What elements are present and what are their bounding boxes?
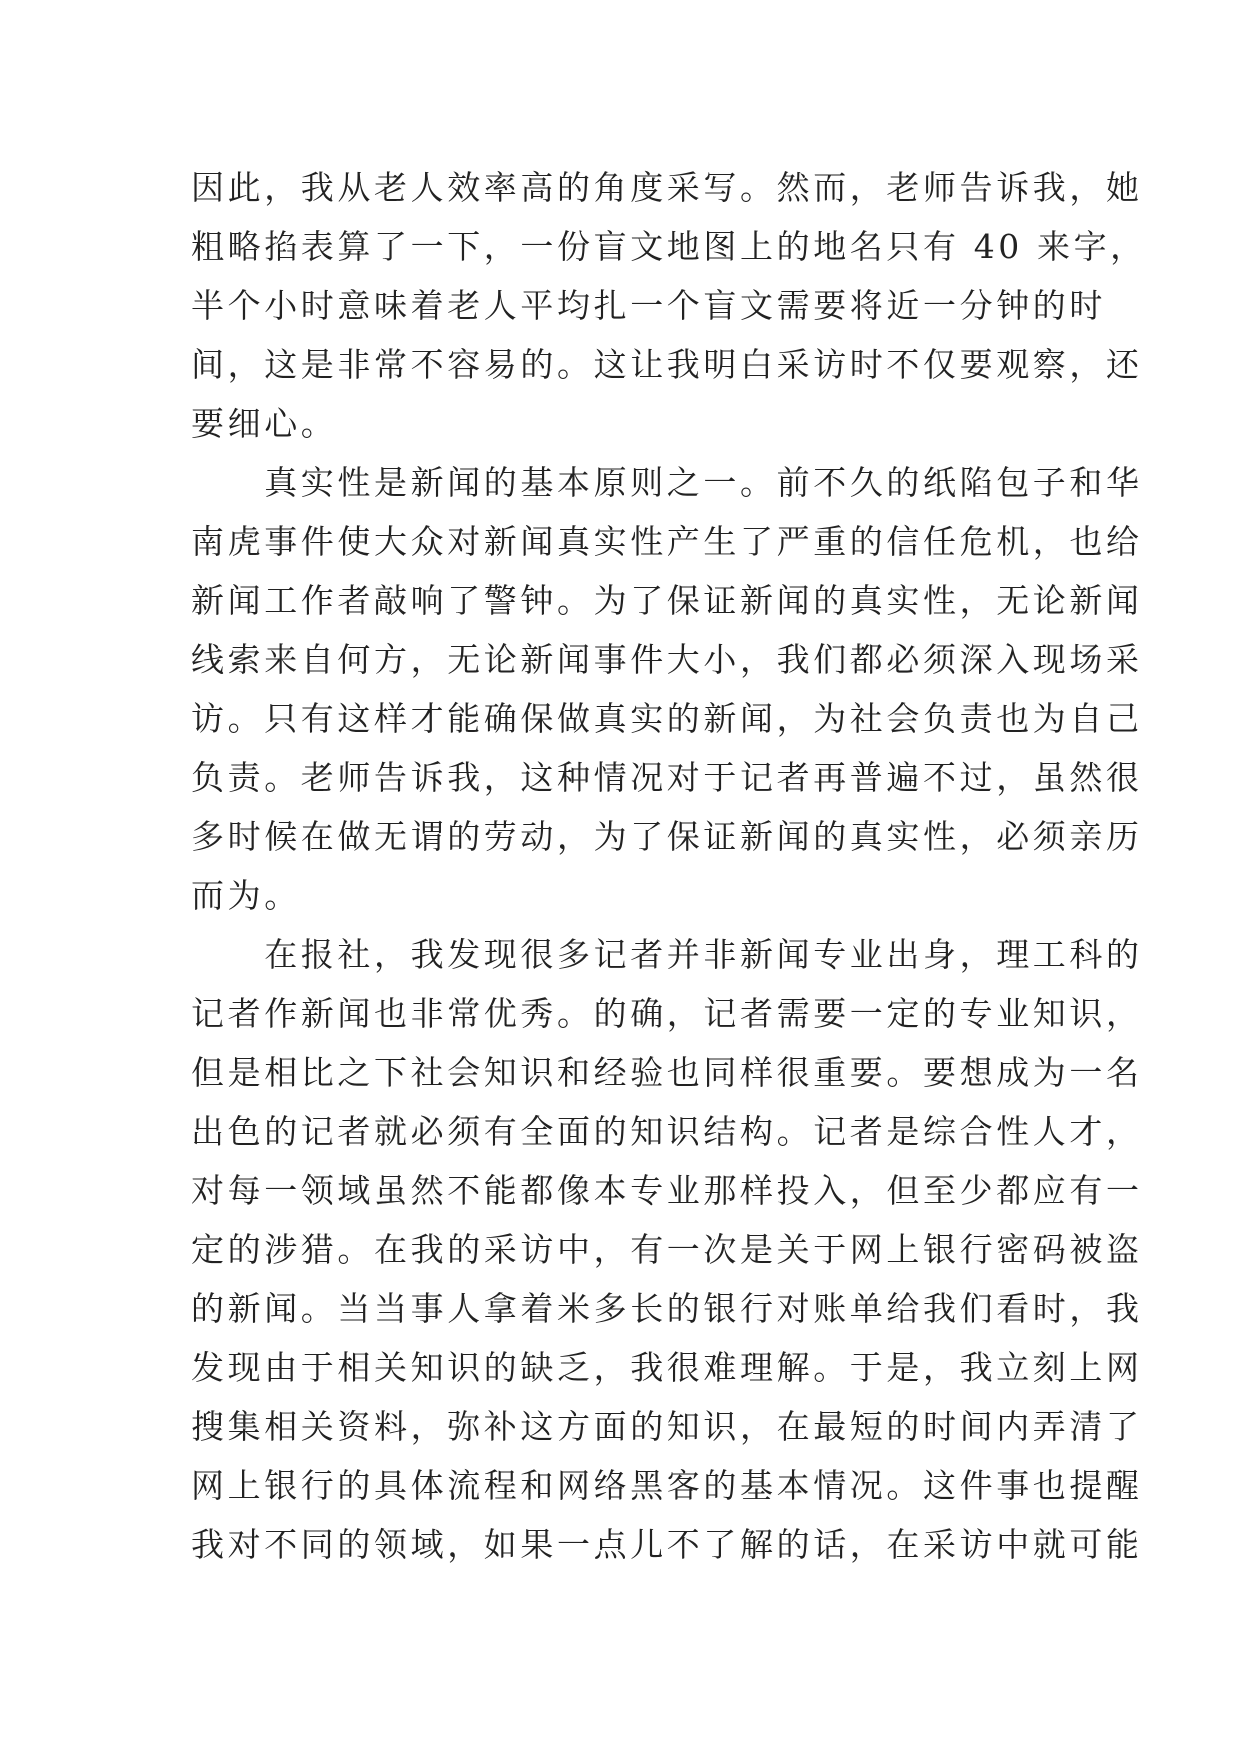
text-line: 出色的记者就必须有全面的知识结构。记者是综合性人才，	[191, 1112, 1143, 1151]
text-line: 要细心。	[191, 404, 338, 443]
text-line: 发现由于相关知识的缺乏，我很难理解。于是，我立刻上网	[191, 1348, 1143, 1387]
text-line: 线索来自何方，无论新闻事件大小，我们都必须深入现场采	[191, 640, 1143, 679]
text-line: 搜集相关资料，弥补这方面的知识，在最短的时间内弄清了	[191, 1407, 1143, 1446]
text-line: 南虎事件使大众对新闻真实性产生了严重的信任危机，也给	[191, 522, 1143, 561]
paragraph-1	[191, 158, 1147, 453]
text-line: 负责。老师告诉我，这种情况对于记者再普遍不过，虽然很	[191, 758, 1143, 797]
text-line: 我对不同的领域，如果一点儿不了解的话，在采访中就可能	[191, 1525, 1143, 1564]
text-line: 网上银行的具体流程和网络黑客的基本情况。这件事也提醒	[191, 1466, 1143, 1505]
text-line: 间，这是非常不容易的。这让我明白采访时不仅要观察，还	[191, 345, 1143, 384]
text-line: 记者作新闻也非常优秀。的确，记者需要一定的专业知识，	[191, 994, 1143, 1033]
text-line: 粗略掐表算了一下，一份盲文地图上的地名只有 40 来字，	[191, 227, 1147, 266]
text-line: 的新闻。当当事人拿着米多长的银行对账单给我们看时，我	[191, 1289, 1143, 1328]
text-line: 因此，我从老人效率高的角度采写。然而，老师告诉我，她	[191, 168, 1143, 207]
paragraph-2	[191, 453, 1143, 925]
text-line: 访。只有这样才能确保做真实的新闻，为社会负责也为自己	[191, 699, 1143, 738]
text-line: 而为。	[191, 876, 301, 915]
text-line: 多时候在做无谓的劳动，为了保证新闻的真实性，必须亲历	[191, 817, 1143, 856]
paragraph-3	[191, 925, 1143, 1574]
text-line: 半个小时意味着老人平均扎一个盲文需要将近一分钟的时	[191, 286, 1106, 325]
text-line: 真实性是新闻的基本原则之一。前不久的纸陷包子和华	[191, 463, 1143, 502]
body-text	[191, 158, 1147, 1574]
text-line: 定的涉猎。在我的采访中，有一次是关于网上银行密码被盗	[191, 1230, 1143, 1269]
text-line: 但是相比之下社会知识和经验也同样很重要。要想成为一名	[191, 1053, 1143, 1092]
text-line: 新闻工作者敲响了警钟。为了保证新闻的真实性，无论新闻	[191, 581, 1143, 620]
text-line: 在报社，我发现很多记者并非新闻专业出身，理工科的	[191, 935, 1143, 974]
text-line: 对每一领域虽然不能都像本专业那样投入，但至少都应有一	[191, 1171, 1143, 1210]
